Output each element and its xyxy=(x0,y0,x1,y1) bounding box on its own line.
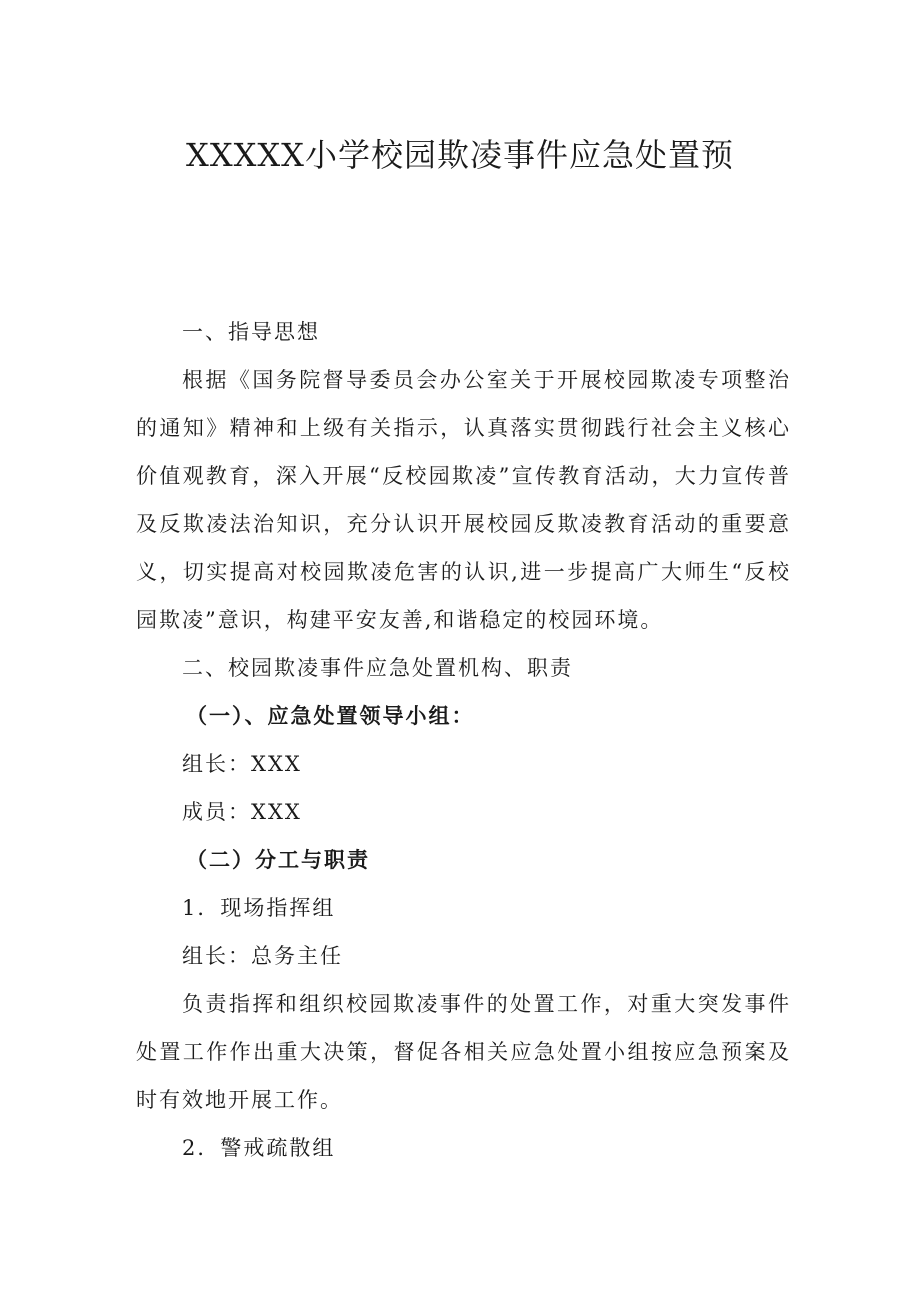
subsection2-heading: （二）分工与职责 xyxy=(186,848,370,872)
section2-heading: 二、校园欺凌事件应急处置机构、职责 xyxy=(182,656,573,680)
document-title: XXXXX小学校园欺凌事件应急处置预 xyxy=(186,136,734,174)
group2-heading: 2．警戒疏散组 xyxy=(182,1136,336,1160)
members-line: 成员：XXX xyxy=(182,800,302,824)
section1-heading: 一、指导思想 xyxy=(182,320,320,344)
document-body xyxy=(136,308,791,1172)
section1-paragraph: 根据《国务院督导委员会办公室关于开展校园欺凌专项整治的通知》精神和上级有关指示，认真落实贯彻践行社会主义核心价值观教育，深入开展“反校园欺凌”宣传教育活动，大力宣传普及反欺凌法治知识，充分认识开展校园反欺凌教育活动的重要意义，切实提高对校园欺凌危害的认识,进一步提高广大师生“反校园欺凌”意识，构建平安友善,和谐稳定的校园环境。 xyxy=(136,368,791,632)
group1-leader: 组长：总务主任 xyxy=(182,944,343,968)
group1-heading: 1．现场指挥组 xyxy=(182,896,336,920)
leader-line: 组长：XXX xyxy=(182,752,302,776)
subsection1-heading: （一）、应急处置领导小组： xyxy=(186,704,475,728)
group1-duty-paragraph: 负责指挥和组织校园欺凌事件的处置工作，对重大突发事件处置工作作出重大决策，督促各相关应急处置小组按应急预案及时有效地开展工作。 xyxy=(136,992,791,1112)
